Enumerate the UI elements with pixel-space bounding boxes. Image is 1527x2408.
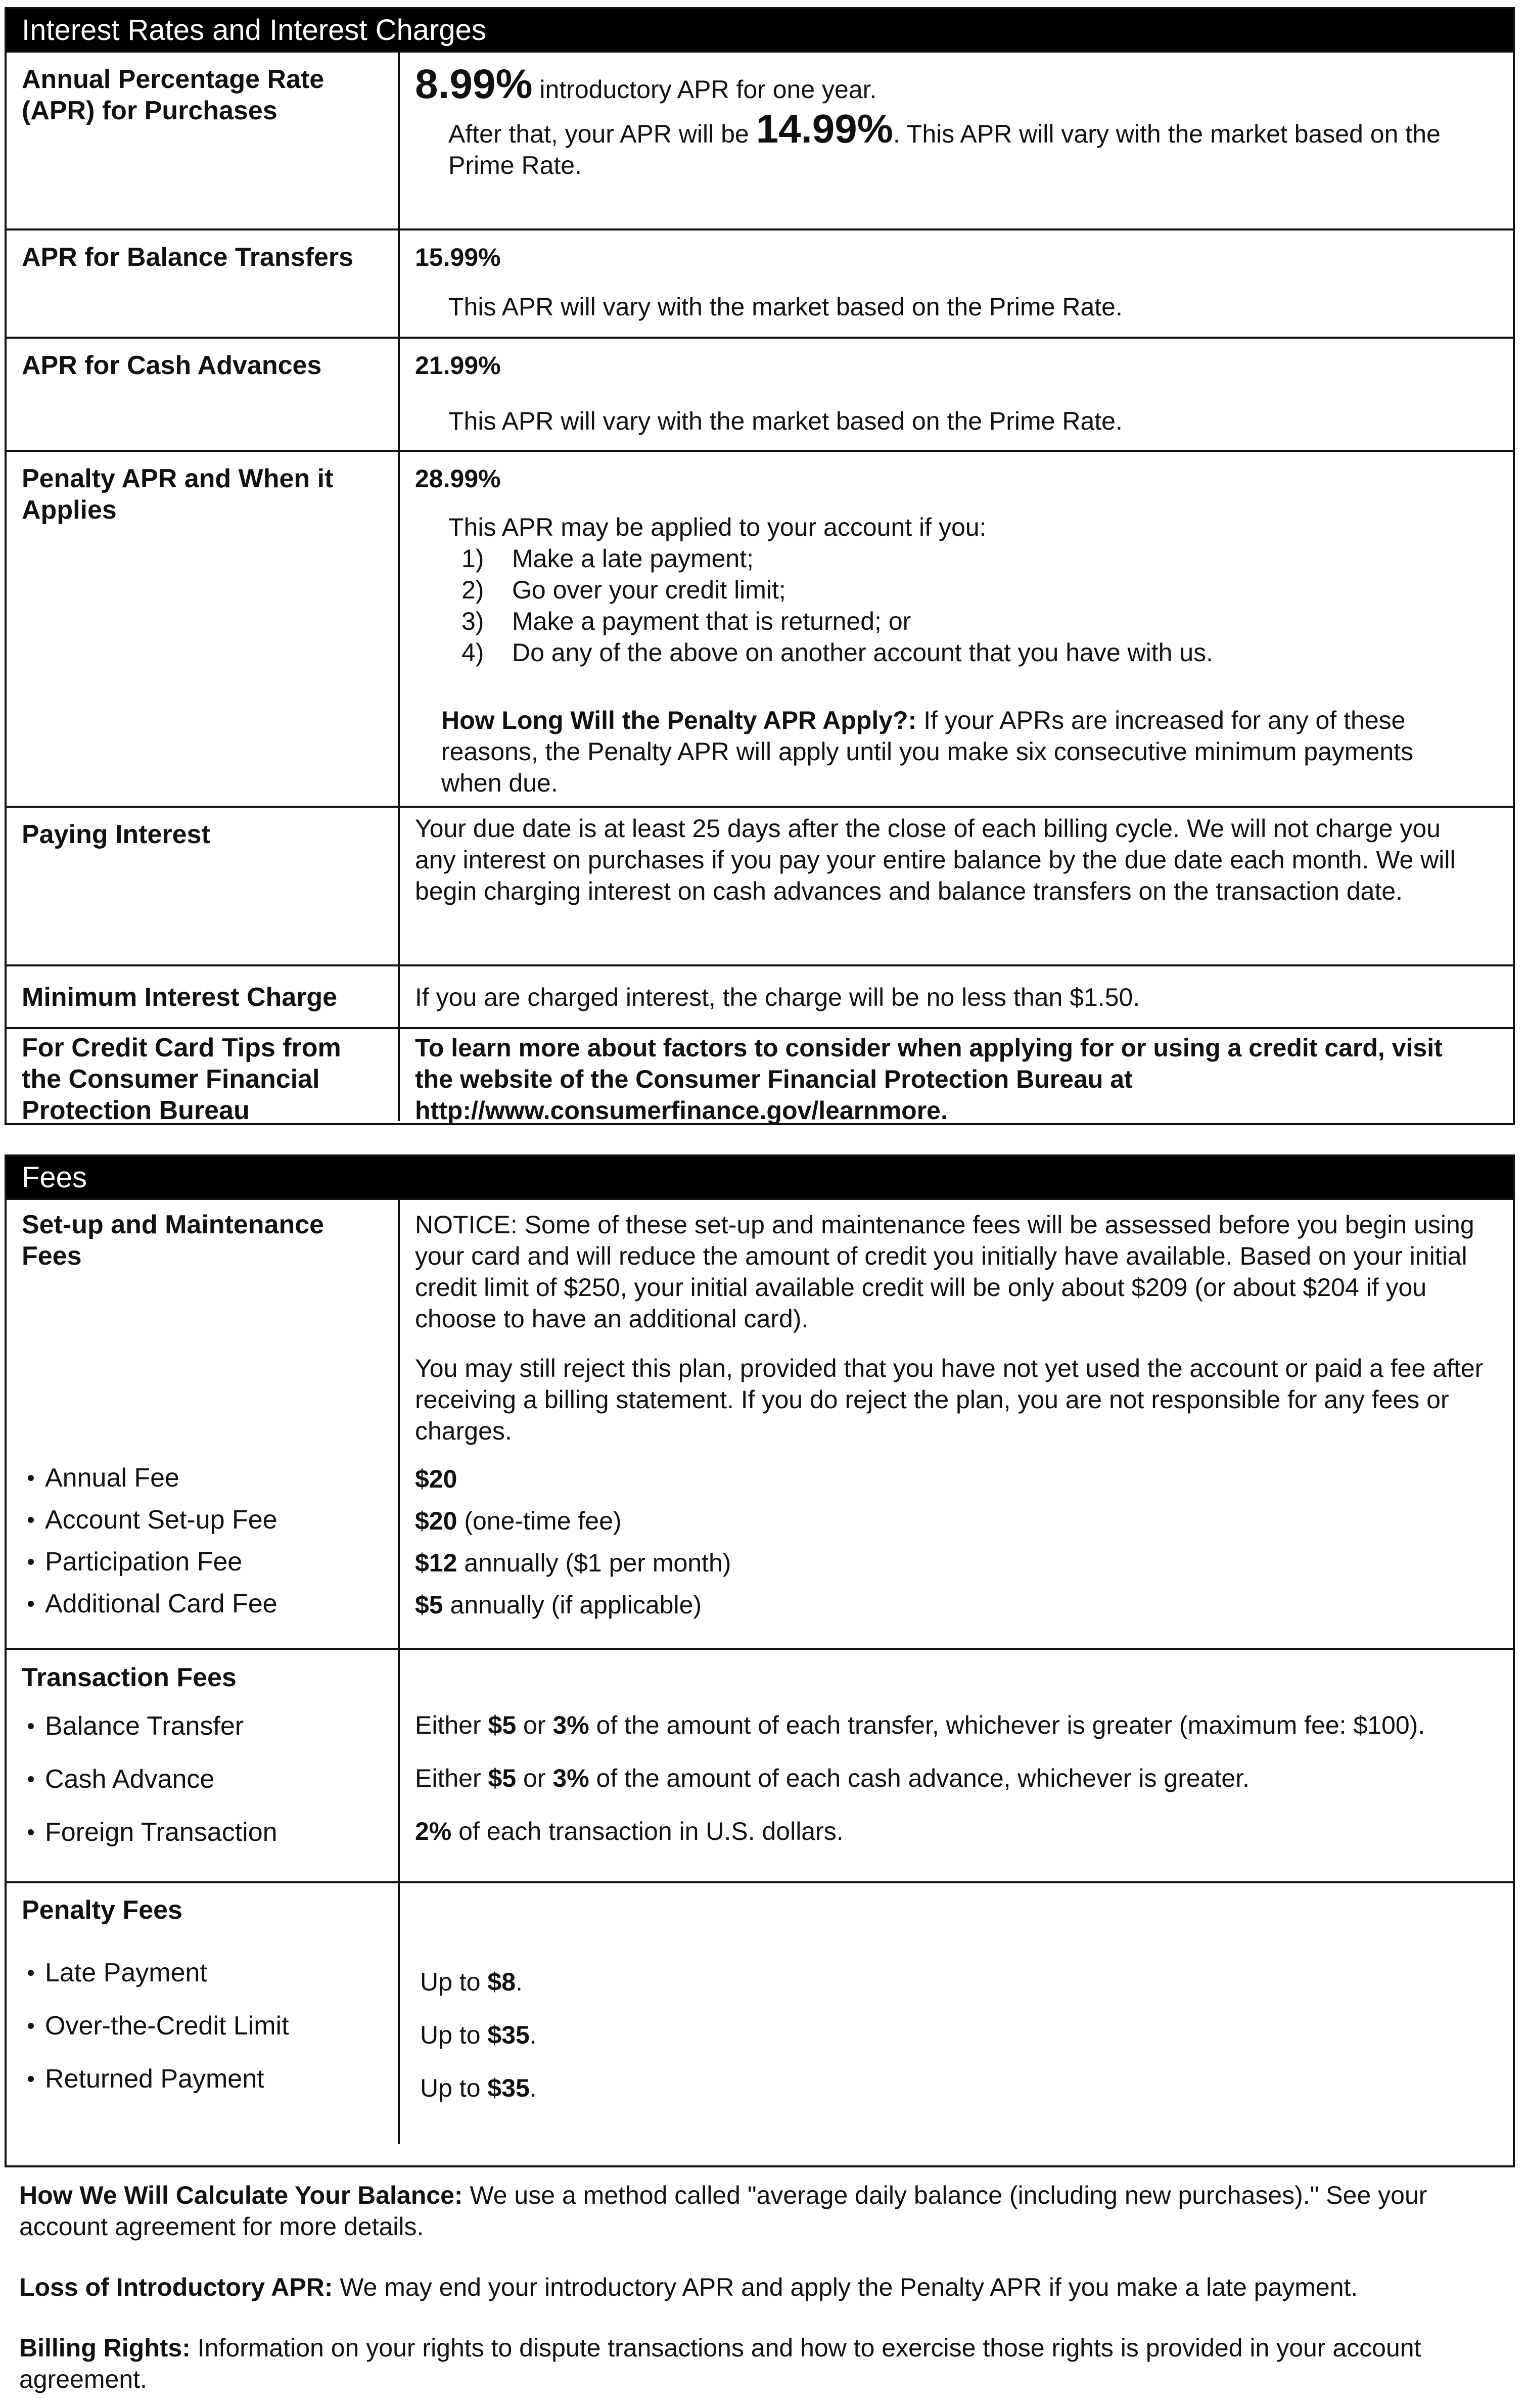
fee-amount-value: $5 bbox=[415, 1590, 443, 1619]
fees-table-header: Fees bbox=[7, 1156, 1513, 1198]
fee-flat: $5 bbox=[488, 1710, 517, 1739]
setup-fees-value-cell bbox=[400, 1200, 1513, 1648]
fee-amount-value: $20 bbox=[415, 1464, 457, 1493]
fee-flat: $5 bbox=[488, 1764, 517, 1792]
list-item bbox=[448, 606, 1498, 637]
minimum-interest-text: If you are charged interest, the charge will be no less than $1.50. bbox=[415, 983, 1140, 1011]
transaction-fees-row bbox=[7, 1648, 1513, 1881]
penalty-apr-label: Penalty APR and When it Applies bbox=[7, 452, 400, 806]
note-title: Billing Rights: bbox=[19, 2334, 191, 2362]
bullet-icon bbox=[28, 1970, 34, 1976]
balance-transfer-apr-label: APR for Balance Transfers bbox=[7, 230, 400, 337]
cfpb-label: For Credit Card Tips from the Consumer Financial Protection Bureau bbox=[7, 1029, 400, 1121]
paying-interest-label: Paying Interest bbox=[7, 808, 400, 964]
fee-label-text: Over-the-Credit Limit bbox=[45, 2011, 289, 2041]
transaction-fees-label: Transaction Fees bbox=[22, 1663, 237, 1692]
bullet-icon bbox=[28, 1776, 34, 1782]
list-text: Make a late payment; bbox=[512, 544, 754, 573]
fee-label bbox=[22, 1946, 383, 1999]
fee-amount bbox=[415, 1584, 1493, 1626]
cfpb-row bbox=[7, 1027, 1513, 1125]
fee-label-text: Balance Transfer bbox=[45, 1711, 244, 1741]
fee-text: Up to bbox=[420, 2020, 488, 2049]
fee-label-text: Additional Card Fee bbox=[45, 1589, 277, 1618]
fee-label-text: Late Payment bbox=[45, 1958, 207, 1987]
fee-label bbox=[22, 1499, 383, 1541]
note-title: How We Will Calculate Your Balance: bbox=[19, 2181, 463, 2209]
transaction-fees-value-cell bbox=[400, 1650, 1513, 1881]
fee-amount-value: $8 bbox=[487, 1967, 516, 1996]
note-title: Loss of Introductory APR: bbox=[19, 2273, 333, 2301]
interest-rates-table bbox=[5, 7, 1515, 1125]
fee-label-text: Foreign Transaction bbox=[45, 1817, 277, 1847]
balance-transfer-rate: 15.99% bbox=[415, 243, 501, 271]
penalty-fee-amount bbox=[420, 1955, 1498, 2008]
bullet-icon bbox=[28, 1517, 34, 1523]
fee-text: . bbox=[529, 2020, 537, 2049]
bullet-icon bbox=[28, 2023, 34, 2029]
fee-label-text: Cash Advance bbox=[45, 1764, 215, 1794]
penalty-fees-label-cell bbox=[7, 1883, 400, 2144]
penalty-conditions-list bbox=[415, 543, 1498, 668]
list-text: Go over your credit limit; bbox=[512, 576, 786, 604]
fee-text: Up to bbox=[420, 2073, 488, 2102]
fee-label bbox=[22, 1752, 383, 1805]
bullet-icon bbox=[28, 1475, 34, 1481]
fee-text: of the amount of each transfer, whichever is greater (maximum fee: $100). bbox=[589, 1710, 1425, 1739]
penalty-rate: 28.99% bbox=[415, 465, 501, 493]
purchase-apr-row bbox=[7, 51, 1513, 228]
fee-text: of the amount of each cash advance, whichever is greater. bbox=[589, 1764, 1250, 1792]
transaction-fees-label-cell bbox=[7, 1650, 400, 1881]
after-apr-suffix: . This APR will vary with the market based on the Prime Rate. bbox=[448, 120, 1441, 179]
setup-fee-amounts bbox=[415, 1458, 1493, 1626]
penalty-apr-row bbox=[7, 450, 1513, 806]
list-number: 3) bbox=[461, 607, 484, 635]
fee-label bbox=[22, 1999, 383, 2052]
fee-label bbox=[22, 1805, 383, 1859]
fee-label bbox=[22, 1457, 383, 1499]
fee-label-text: Annual Fee bbox=[45, 1463, 179, 1493]
cash-advance-note: This APR will vary with the market based on the Prime Rate. bbox=[448, 407, 1123, 435]
purchase-apr-label: Annual Percentage Rate (APR) for Purchases bbox=[7, 53, 400, 228]
list-text: Do any of the above on another account that you have with us. bbox=[512, 638, 1214, 667]
setup-fees-label-cell bbox=[7, 1200, 400, 1648]
list-number: 4) bbox=[461, 638, 484, 667]
penalty-fees-label: Penalty Fees bbox=[22, 1895, 182, 1925]
interest-table-header: Interest Rates and Interest Charges bbox=[7, 9, 1513, 51]
minimum-interest-row bbox=[7, 964, 1513, 1027]
note-text: Information on your rights to dispute transactions and how to exercise those rights is provided in your account agreement. bbox=[19, 2334, 1421, 2393]
fee-text: Either bbox=[415, 1710, 488, 1739]
fee-amount bbox=[415, 1458, 1493, 1500]
fee-text: of each transaction in U.S. dollars. bbox=[451, 1817, 844, 1845]
cfpb-text: To learn more about factors to consider when applying for or using a credit card, visit the website of the Consumer Financial Protection Bureau at http://www.consumerfinance.gov/learnmore. bbox=[415, 1034, 1443, 1125]
setup-notice: NOTICE: Some of these set-up and maintenance fees will be assessed before you begin using your card and will reduce the amount of credit you initially have available. Based on your initial credit limit of $250, your initial available credit will be only about $209 (or about $204 if you choose to have an additional card). bbox=[415, 1211, 1474, 1333]
fee-label bbox=[22, 1541, 383, 1583]
intro-apr-loss-note bbox=[19, 2272, 1485, 2303]
penalty-duration-title: How Long Will the Penalty APR Apply?: bbox=[441, 706, 917, 734]
note-text: We may end your introductory APR and apply the Penalty APR if you make a late payment. bbox=[333, 2273, 1358, 2301]
bullet-icon bbox=[28, 1723, 34, 1729]
fee-label bbox=[22, 2052, 383, 2105]
minimum-interest-label: Minimum Interest Charge bbox=[7, 966, 400, 1027]
fee-amount-value: $35 bbox=[487, 2020, 530, 2049]
intro-apr-text: introductory APR for one year. bbox=[532, 75, 877, 104]
fee-percent: 3% bbox=[552, 1764, 589, 1792]
fee-text: . bbox=[516, 1967, 523, 1996]
balance-transfer-apr-row bbox=[7, 228, 1513, 337]
list-item bbox=[448, 574, 1498, 606]
after-apr-rate: 14.99% bbox=[756, 106, 893, 151]
list-item bbox=[448, 543, 1498, 574]
balance-transfer-apr-value bbox=[400, 230, 1513, 337]
paying-interest-text: Your due date is at least 25 days after the close of each billing cycle. We will not charge you any interest on purchases if you pay your entire balance by the due date each month. We will begin charging interest on cash advances and balance transfers on the transaction date. bbox=[415, 814, 1456, 905]
bullet-icon bbox=[28, 1559, 34, 1565]
fee-label-text: Account Set-up Fee bbox=[45, 1505, 277, 1535]
cash-advance-apr-label: APR for Cash Advances bbox=[7, 339, 400, 450]
fee-text: Either bbox=[415, 1764, 488, 1792]
fees-table bbox=[5, 1154, 1515, 2167]
fee-text: . bbox=[529, 2073, 537, 2102]
footer-notes bbox=[19, 2180, 1485, 2395]
fee-text: or bbox=[516, 1764, 553, 1792]
after-apr-prefix: After that, your APR will be bbox=[448, 120, 756, 148]
penalty-fees-row bbox=[7, 1881, 1513, 2144]
list-text: Make a payment that is returned; or bbox=[512, 607, 911, 635]
fee-percent: 3% bbox=[552, 1710, 589, 1739]
fee-amount-value: $12 bbox=[415, 1548, 457, 1577]
penalty-fees-value-cell bbox=[400, 1883, 1513, 2144]
setup-fees-row bbox=[7, 1198, 1513, 1648]
setup-reject-text: You may still reject this plan, provided that you have not yet used the account or paid a fee after receiving a billing statement. If you do reject the plan, you are not responsible for any fees or charges. bbox=[415, 1354, 1484, 1445]
fee-amount-value: $20 bbox=[415, 1506, 457, 1535]
fee-label bbox=[22, 1699, 383, 1752]
penalty-duration-text: If your APRs are increased for any of these reasons, the Penalty APR will apply until you make six consecutive minimum payments when due. bbox=[441, 706, 1414, 797]
paying-interest-row bbox=[7, 806, 1513, 964]
fee-text: Up to bbox=[420, 1967, 488, 1996]
fee-label bbox=[22, 1583, 383, 1625]
balance-transfer-note: This APR will vary with the market based on the Prime Rate. bbox=[448, 293, 1123, 321]
bullet-icon bbox=[28, 1601, 34, 1607]
setup-fee-labels bbox=[22, 1457, 383, 1625]
penalty-fee-amount bbox=[420, 2008, 1498, 2061]
billing-rights-note bbox=[19, 2332, 1485, 2395]
penalty-intro: This APR may be applied to your account if you: bbox=[448, 513, 987, 541]
fee-text: or bbox=[516, 1710, 553, 1739]
fee-amount-detail: (one-time fee) bbox=[457, 1506, 622, 1535]
penalty-apr-value bbox=[400, 452, 1513, 806]
bullet-icon bbox=[28, 2076, 34, 2082]
cash-advance-fee bbox=[415, 1751, 1498, 1804]
bullet-icon bbox=[28, 1829, 34, 1835]
balance-transfer-fee bbox=[415, 1698, 1498, 1751]
intro-apr-rate: 8.99% bbox=[415, 61, 533, 107]
foreign-transaction-fee bbox=[415, 1804, 1498, 1858]
balance-calculation-note bbox=[19, 2180, 1485, 2242]
fee-label-text: Returned Payment bbox=[45, 2064, 264, 2094]
list-number: 2) bbox=[461, 576, 484, 604]
fee-amount bbox=[415, 1500, 1493, 1542]
cash-advance-apr-value bbox=[400, 339, 1513, 450]
fee-amount-detail: annually ($1 per month) bbox=[457, 1548, 731, 1577]
fee-amount bbox=[415, 1542, 1493, 1584]
fee-amount-value: $35 bbox=[487, 2073, 530, 2102]
note-text: We use a method called "average daily balance (including new purchases)." See your account agreement for more details. bbox=[19, 2181, 1427, 2241]
fee-percent: 2% bbox=[415, 1817, 452, 1845]
list-number: 1) bbox=[461, 544, 484, 573]
fee-amount-detail: annually (if applicable) bbox=[443, 1590, 702, 1619]
fee-label-text: Participation Fee bbox=[45, 1547, 243, 1577]
purchase-apr-value bbox=[400, 53, 1513, 228]
list-item bbox=[448, 637, 1498, 668]
penalty-fee-amount bbox=[420, 2061, 1498, 2114]
cash-advance-apr-row bbox=[7, 337, 1513, 450]
setup-fees-label: Set-up and Maintenance Fees bbox=[22, 1210, 325, 1271]
penalty-duration bbox=[415, 705, 1498, 799]
cash-advance-rate: 21.99% bbox=[415, 351, 501, 380]
